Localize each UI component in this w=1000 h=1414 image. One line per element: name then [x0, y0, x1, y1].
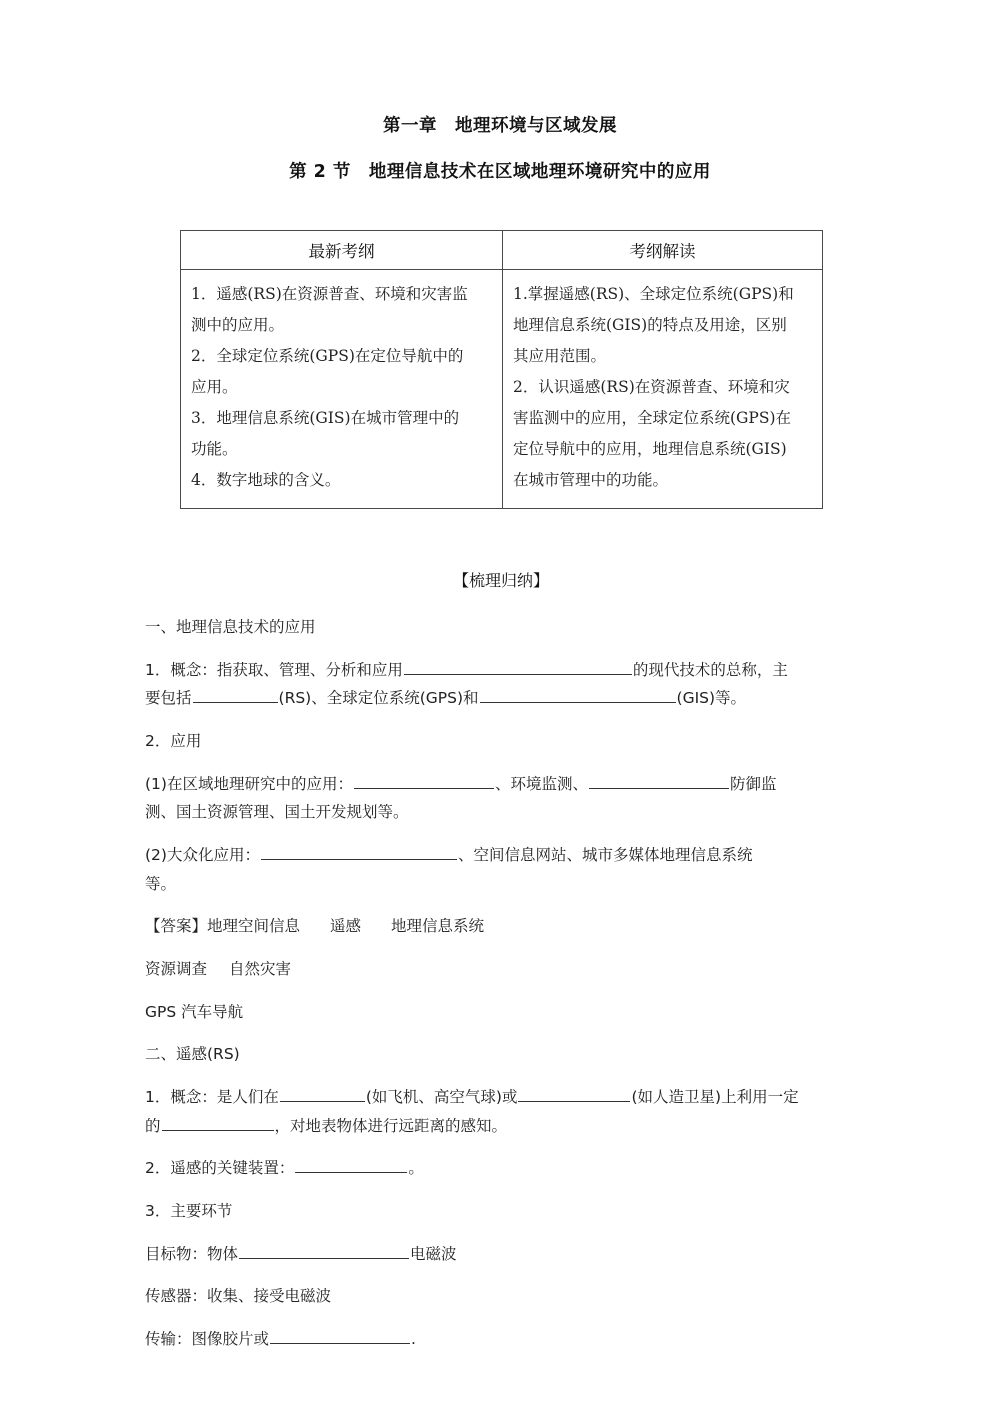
blank-field[interactable] [261, 844, 457, 861]
rs-steps-title: 3．主要环节 [145, 1202, 233, 1221]
application-regional-paragraph [145, 770, 857, 827]
answers-line3: GPS 汽车导航 [145, 1002, 244, 1021]
blank-field[interactable] [270, 1328, 410, 1345]
syllabus-left-line: 测中的应用。 [191, 316, 285, 334]
table-header-latest-syllabus: 最新考纲 [181, 231, 503, 270]
app2-lead: (2)大众化应用： [145, 846, 260, 865]
answer-item: 地理空间信息 [207, 917, 301, 936]
answers-label: 【答案】 [145, 917, 208, 936]
table-cell-syllabus-interpretation [503, 270, 823, 509]
syllabus-left-line: 3．地理信息系统(GIS)在城市管理中的 [191, 409, 460, 427]
syllabus-left-line: 1．遥感(RS)在资源普查、环境和灾害监 [191, 285, 468, 303]
blank-field[interactable] [480, 687, 676, 704]
syllabus-interpretation-content [503, 270, 822, 508]
step-target-lead: 目标物：物体 [145, 1244, 239, 1263]
app1-tail: 防御监 [729, 774, 777, 793]
syllabus-right-line: 定位导航中的应用，地理信息系统(GIS) [513, 440, 787, 458]
app1-lead: (1)在区域地理研究中的应用： [145, 774, 353, 793]
review-heading: 【梳理归纳】 [452, 571, 549, 590]
answers-line2 [145, 955, 857, 984]
step-target-tail: 电磁波 [410, 1244, 457, 1263]
rs-concept-mid1: (如飞机、高空气球)或 [365, 1088, 518, 1107]
concept-paragraph [145, 656, 857, 713]
concept-line2-lead: 要包括 [145, 689, 192, 708]
table-cell-latest-syllabus [181, 270, 503, 509]
syllabus-right-line: 害监测中的应用，全球定位系统(GPS)在 [513, 409, 792, 427]
blank-field[interactable] [280, 1086, 365, 1103]
table-header-syllabus-interpretation: 考纲解读 [503, 231, 823, 270]
concept-tail: 的现代技术的总称，主 [632, 660, 788, 679]
syllabus-left-line: 4．数字地球的含义。 [191, 471, 341, 489]
syllabus-right-line: 地理信息系统(GIS)的特点及用途，区别 [513, 316, 787, 334]
review-content [145, 568, 857, 1368]
syllabus-right-line: 其应用范围。 [513, 347, 607, 365]
answer-item: 自然灾害 [229, 960, 292, 979]
blank-field[interactable] [404, 658, 632, 675]
rs-concept-lead: 1．概念：是人们在 [145, 1088, 279, 1107]
app2-tail: 、空间信息网站、城市多媒体地理信息系统 [457, 846, 753, 865]
app1-mid: 、环境监测、 [494, 774, 588, 793]
application-title: 2．应用 [145, 732, 202, 751]
blank-field[interactable] [589, 772, 729, 789]
syllabus-right-line: 2．认识遥感(RS)在资源普查、环境和灾 [513, 378, 790, 396]
app2-line2: 等。 [145, 874, 177, 893]
blank-field[interactable] [193, 687, 278, 704]
rs-device-lead: 2．遥感的关键装置： [145, 1159, 295, 1178]
blank-field[interactable] [354, 772, 494, 789]
syllabus-right-line: 1.掌握遥感(RS)、全球定位系统(GPS)和 [513, 285, 794, 303]
step-transmit-lead: 传输：图像胶片或 [145, 1330, 270, 1349]
step-transmit-tail: . [411, 1330, 416, 1349]
blank-field[interactable] [239, 1242, 409, 1259]
section-title: 第 2 节 地理信息技术在区域地理环境研究中的应用 [289, 162, 711, 182]
answer-item: 地理信息系统 [391, 917, 485, 936]
syllabus-table [180, 230, 823, 509]
answer-item: 资源调查 [145, 960, 208, 979]
rs-concept-paragraph [145, 1083, 857, 1140]
syllabus-left-line: 2．全球定位系统(GPS)在定位导航中的 [191, 347, 464, 365]
part-one-title: 一、地理信息技术的应用 [145, 618, 316, 636]
rs-concept-mid2: (如人造卫星)上利用一定 [631, 1088, 799, 1107]
application-public-paragraph [145, 841, 857, 898]
step-sensor: 传感器：收集、接受电磁波 [145, 1287, 332, 1306]
table-row [181, 270, 823, 509]
app1-line2: 测、国土资源管理、国土开发规划等。 [145, 803, 409, 822]
concept-line2-tail: (GIS)等。 [676, 689, 747, 708]
syllabus-left-line: 功能。 [191, 440, 238, 458]
blank-field[interactable] [162, 1114, 274, 1131]
answer-item: 遥感 [330, 917, 362, 936]
table-header-row [181, 231, 823, 270]
latest-syllabus-content [181, 270, 502, 508]
chapter-title: 第一章 地理环境与区域发展 [383, 116, 617, 136]
blank-field[interactable] [518, 1086, 630, 1103]
step-target [145, 1240, 857, 1269]
blank-field[interactable] [295, 1157, 407, 1174]
concept-line2-mid: (RS)、全球定位系统(GPS)和 [278, 689, 479, 708]
rs-device-tail: 。 [408, 1159, 424, 1178]
rs-concept-line2-lead: 的 [145, 1116, 161, 1135]
concept-label: 1．概念：指获取、管理、分析和应用 [145, 660, 403, 679]
answers-block [145, 912, 857, 941]
syllabus-right-line: 在城市管理中的功能。 [513, 471, 669, 489]
part-two-title: 二、遥感(RS) [145, 1045, 240, 1064]
rs-concept-line2-tail: ，对地表物体进行远距离的感知。 [274, 1116, 508, 1135]
rs-device-paragraph [145, 1154, 857, 1183]
step-transmit [145, 1325, 857, 1354]
syllabus-left-line: 应用。 [191, 378, 238, 396]
